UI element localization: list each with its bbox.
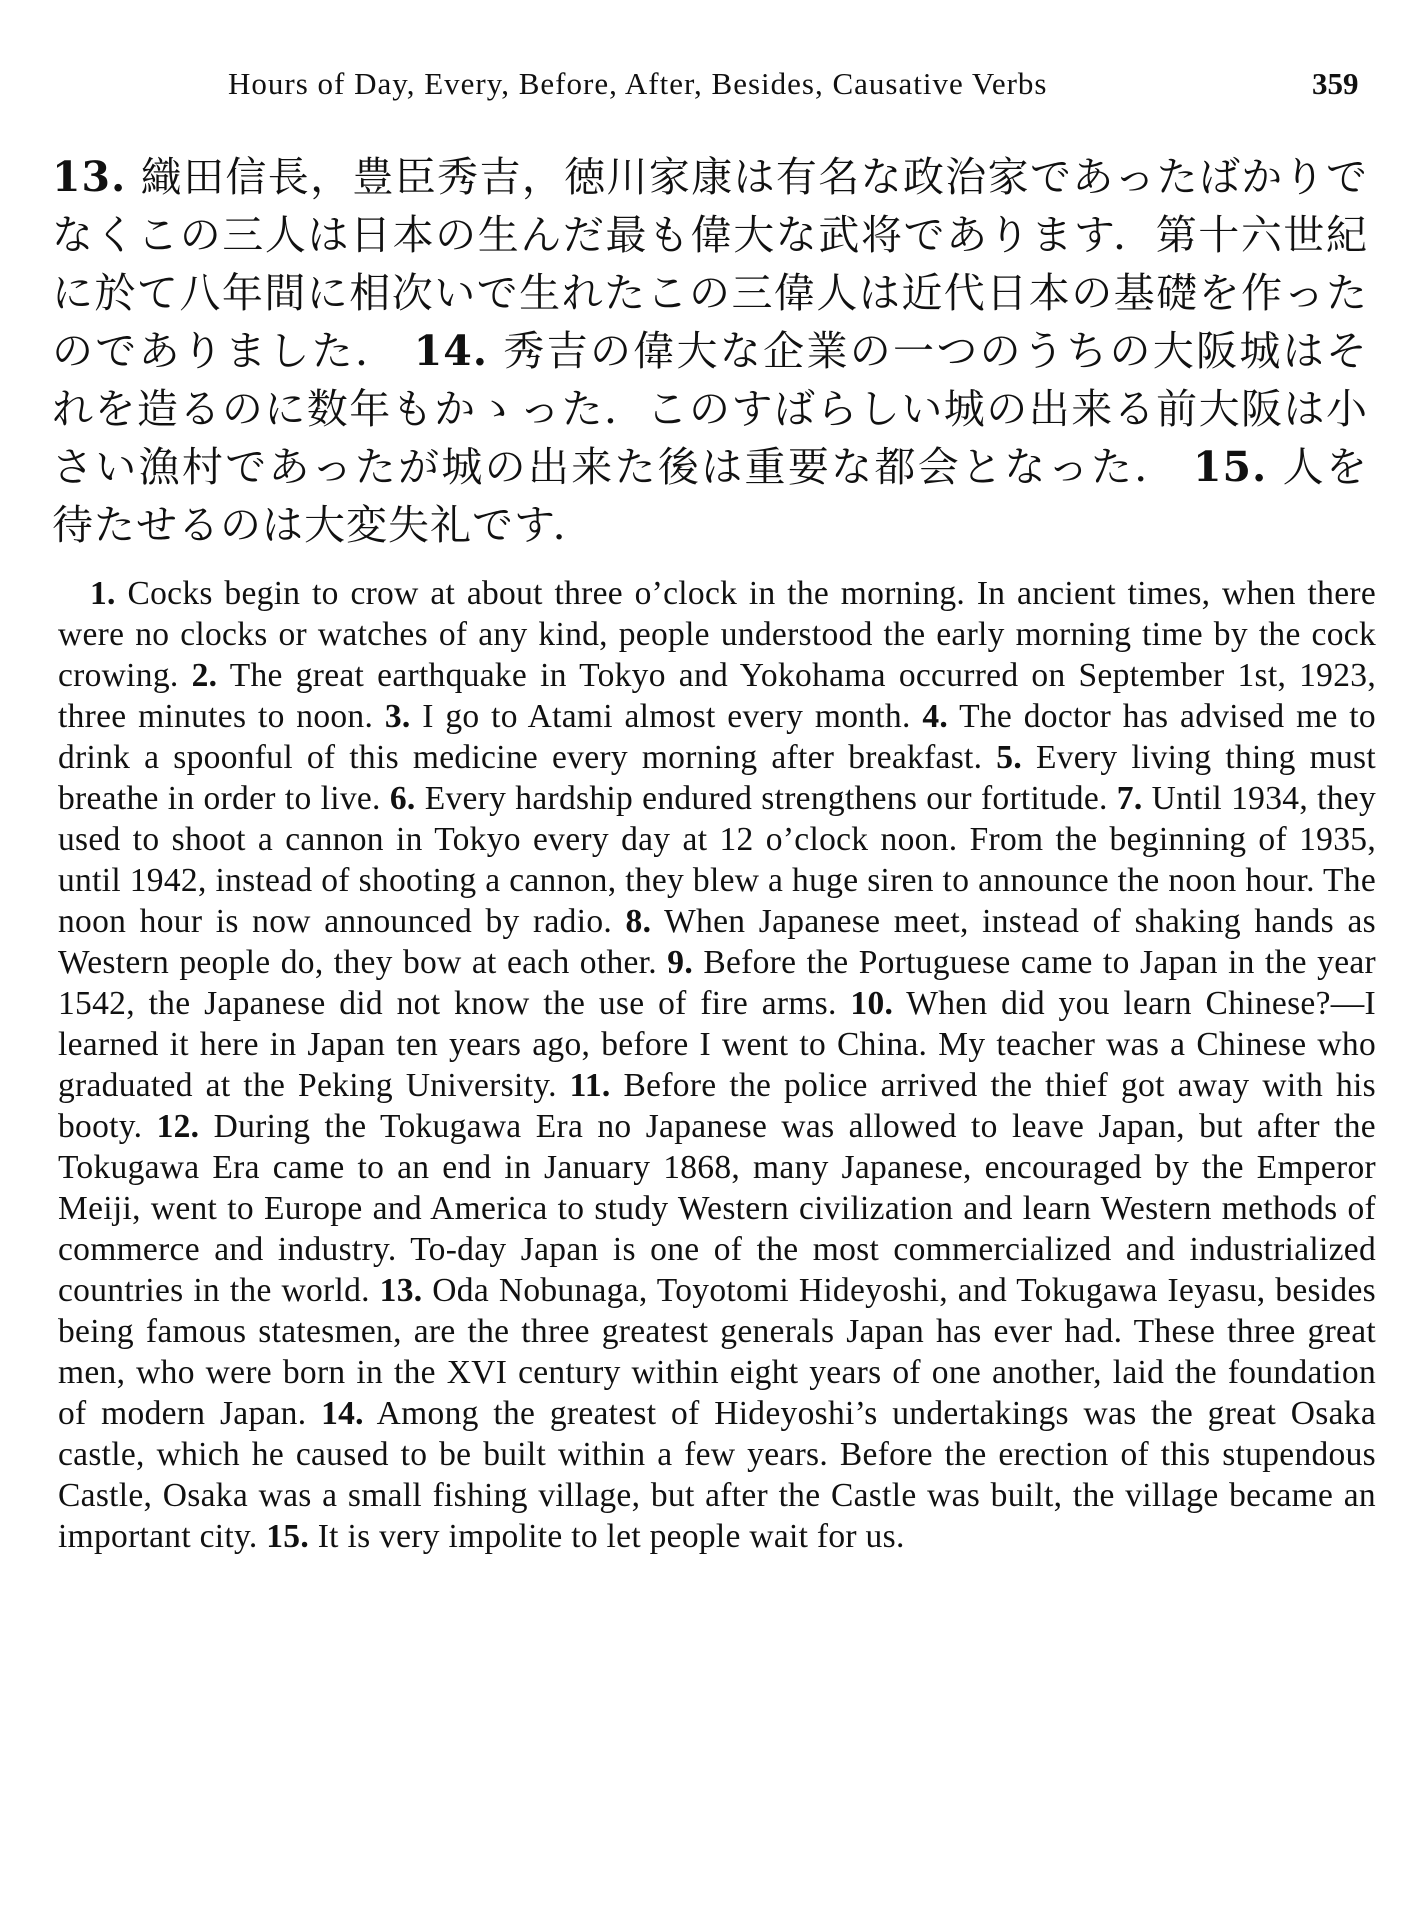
jp-sentence-number: 15. <box>1192 443 1268 491</box>
en-sentence: Every living thing must breathe in order to live. <box>58 739 1376 817</box>
en-sentence-number: 12. <box>156 1108 200 1145</box>
en-sentence: When did you learn Chinese?—I learned it here in Japan ten years ago, before I went to China. My teacher was a Chinese who graduated at the Peking University. <box>58 985 1376 1104</box>
en-sentence-number: 9. <box>667 944 694 981</box>
en-sentence: The doctor has advised me to drink a spoonful of this medicine every morning after breakfast. <box>58 698 1376 776</box>
en-sentence-number: 11. <box>569 1067 611 1104</box>
en-sentence: Until 1934, they used to shoot a cannon in Tokyo every day at 12 o’clock noon. From the beginning of 1935, until 1942, instead of shooting a cannon, they blew a huge siren to announce the noon hour. The noon hour is now announced by radio. <box>58 780 1376 940</box>
en-sentence-number: 7. <box>1116 780 1143 817</box>
en-sentence-number: 13. <box>379 1272 423 1309</box>
en-sentence: Before the Portuguese came to Japan in the year 1542, the Japanese did not know the use of fire arms. <box>58 944 1376 1022</box>
japanese-exercise-text <box>52 148 1368 554</box>
running-head: Hours of Day, Every, Before, After, Besides, Causative Verbs <box>228 66 1048 101</box>
en-sentence-number: 5. <box>996 739 1023 776</box>
en-sentence-number: 6. <box>389 780 416 817</box>
en-sentence: Cocks begin to crow at about three o’clock in the morning. In ancient times, when there were no clocks or watches of any kind, people understood the early morning time by the cock crowing. <box>58 575 1376 694</box>
en-sentence: I go to Atami almost every month. <box>422 698 911 735</box>
en-sentence-number: 15. <box>266 1518 310 1555</box>
en-sentence: Among the greatest of Hideyoshi’s undertakings was the great Osaka castle, which he caused to be built within a few years. Before the erection of this stupendous Castle, Osaka was a small fishing village, but after the Castle was built, the village became an important city. <box>58 1395 1376 1555</box>
page-number: 359 <box>1312 66 1359 101</box>
en-sentence-number: 14. <box>321 1395 364 1432</box>
en-sentence: Every hardship endured strengthens our fortitude. <box>424 780 1108 817</box>
en-sentence-number: 4. <box>922 698 949 735</box>
jp-sentence-number: 13. <box>52 153 127 201</box>
en-sentence-number: 3. <box>384 698 411 735</box>
jp-sentence: 秀吉の偉大な企業の一つのうちの大阪城はそれを造るのに数年もかゝった．このすばらしい城の出来る前大阪は小さい漁村であったが城の出来た後は重要な都会となった． <box>52 327 1368 491</box>
jp-sentence-number: 14. <box>413 327 489 375</box>
jp-sentence: 人を待たせるのは大変失礼です． <box>52 443 1368 549</box>
en-sentence-number: 8. <box>625 903 652 940</box>
jp-sentence: 織田信長，豊臣秀吉，徳川家康は有名な政治家であったばかりでなくこの三人は日本の生んだ最も偉大な武将であります．第十六世紀に於て八年間に相次いで生れたこの三偉人は近代日本の基礎を作ったのでありました． <box>52 153 1368 375</box>
en-sentence: The great earthquake in Tokyo and Yokohama occurred on September 1st, 1923, three minutes to noon. <box>58 657 1377 735</box>
en-sentence-number: 1. <box>90 575 116 612</box>
en-sentence: It is very impolite to let people wait for us. <box>317 1518 905 1555</box>
en-sentence-number: 2. <box>191 657 218 694</box>
en-sentence: Before the police arrived the thief got away with his booty. <box>58 1067 1376 1145</box>
en-sentence: When Japanese meet, instead of shaking hands as Western people do, they bow at each other. <box>58 903 1376 981</box>
en-sentence: Oda Nobunaga, Toyotomi Hideyoshi, and Tokugawa Ieyasu, besides being famous statesmen, are the three greatest generals Japan has ever had. These three great men, who were born in the XVI century within eight years of one another, laid the foundation of modern Japan. <box>58 1272 1376 1432</box>
en-sentence-number: 10. <box>850 985 894 1022</box>
english-translation-text <box>58 573 1376 1557</box>
en-sentence: During the Tokugawa Era no Japanese was allowed to leave Japan, but after the Tokugawa Era came to an end in January 1868, many Japanese, encouraged by the Emperor Meiji, went to Europe and America to study Western civilization and learn Western methods of commerce and industry. To-day Japan is one of the most commercialized and industrialized countries in the world. <box>58 1108 1376 1309</box>
